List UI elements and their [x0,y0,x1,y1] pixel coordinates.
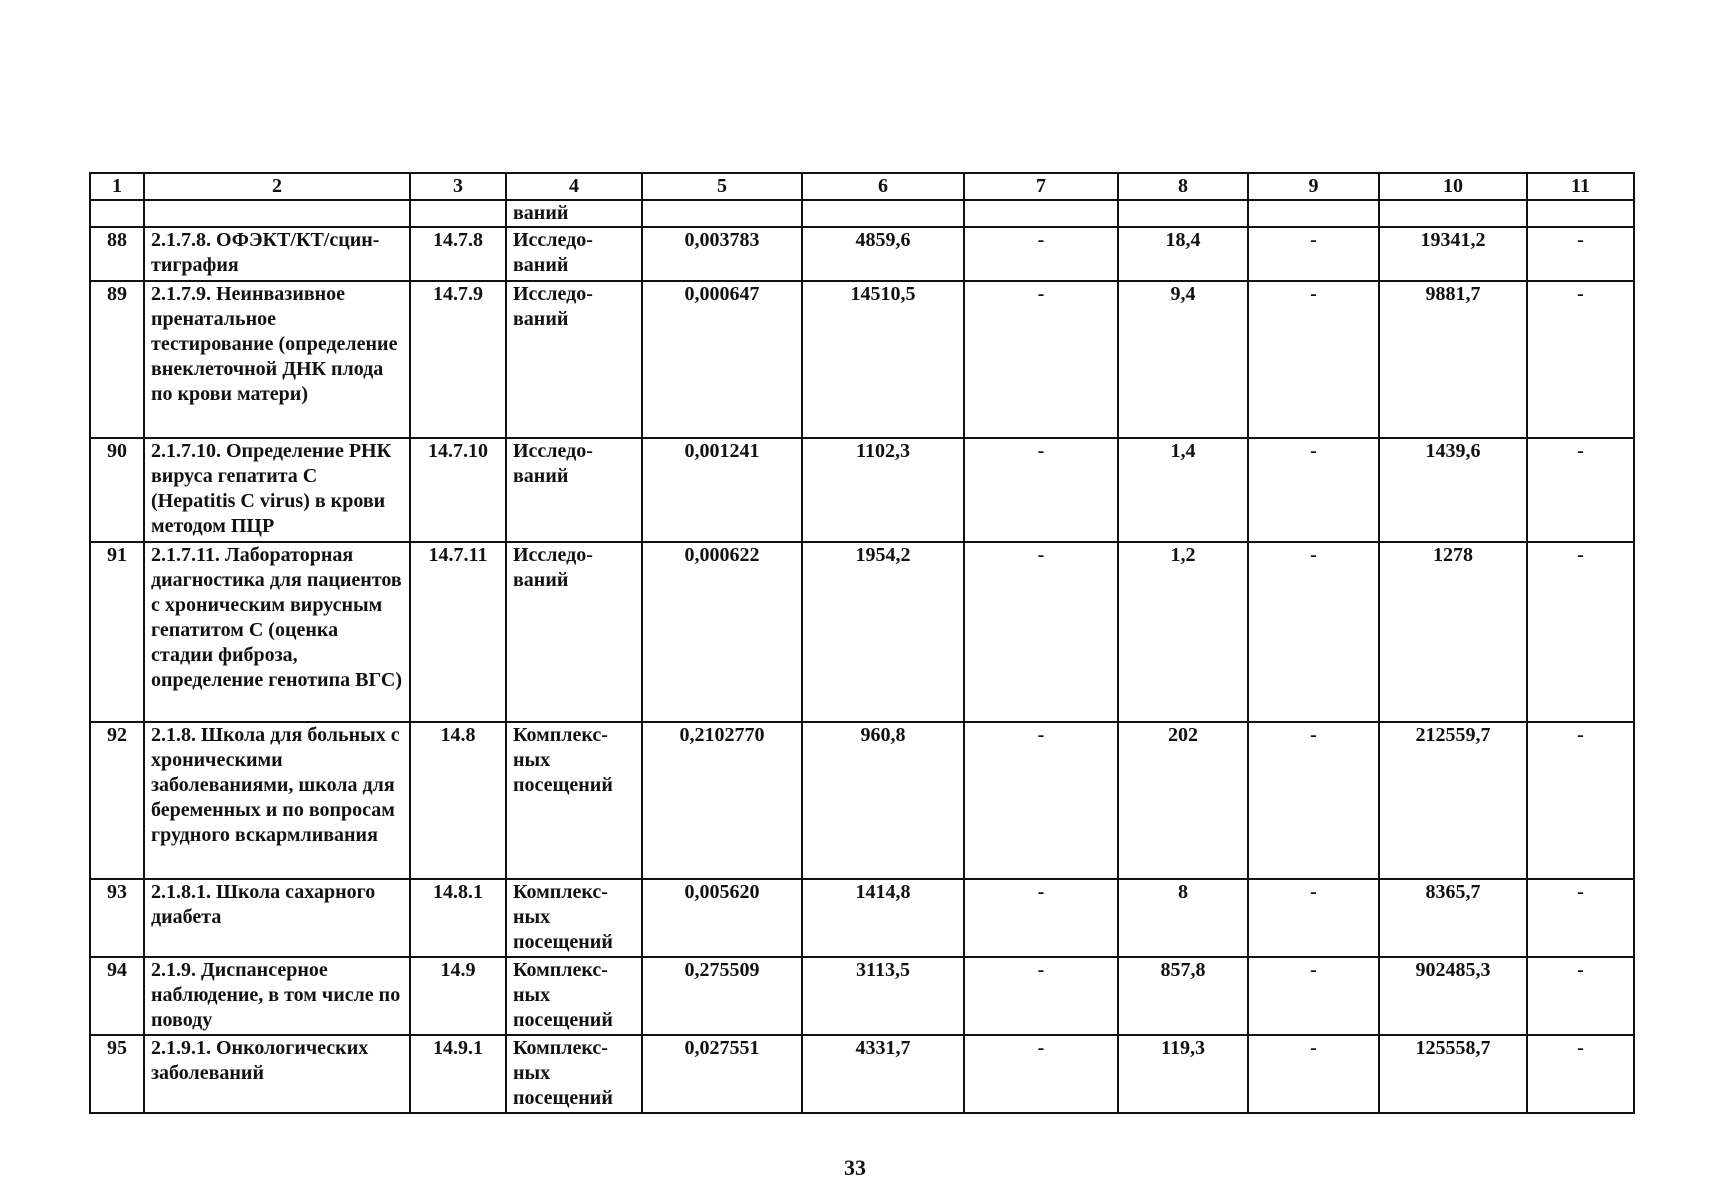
value-cell: - [964,1035,1118,1113]
value-cell: 125558,7 [1379,1035,1527,1113]
code-cell: 14.7.8 [410,227,506,281]
row-number-cell: 89 [90,281,144,438]
header-cell: 3 [410,173,506,200]
value-cell: 1439,6 [1379,438,1527,542]
code-cell: 14.8.1 [410,879,506,957]
value-cell: 3113,5 [802,957,964,1035]
code-cell: 14.8 [410,722,506,879]
value-cell: - [1248,957,1379,1035]
value-cell: - [964,438,1118,542]
value-cell: 202 [1118,722,1248,879]
table-row [90,722,1634,879]
table-cell: ваний [506,200,642,227]
name-cell: 2.1.8.1. Школа сахарного диабета [144,879,410,957]
value-cell: 1102,3 [802,438,964,542]
name-cell: 2.1.7.10. Определение РНК вируса гепатита С (Hepatitis С virus) в крови методом ПЦР [144,438,410,542]
value-cell: 14510,5 [802,281,964,438]
unit-cell: Комплекс-ных посещений [506,1035,642,1113]
value-cell: - [1527,1035,1634,1113]
value-cell: 0,005620 [642,879,802,957]
value-cell: - [964,227,1118,281]
value-cell: - [1248,1035,1379,1113]
table-cell [1379,200,1527,227]
value-cell: 1,4 [1118,438,1248,542]
header-cell: 9 [1248,173,1379,200]
table-cell [802,200,964,227]
table-cell [1527,200,1634,227]
table-cell [144,200,410,227]
code-cell: 14.7.9 [410,281,506,438]
code-cell: 14.7.10 [410,438,506,542]
value-cell: - [964,957,1118,1035]
unit-cell: Исследо-ваний [506,227,642,281]
name-cell: 2.1.7.11. Лабораторная диагностика для пациентов с хроническим вирусным гепатитом С (оценка стадии фиброза, определение генотипа ВГС) [144,542,410,722]
value-cell: - [1527,227,1634,281]
value-cell: 902485,3 [1379,957,1527,1035]
table-row [90,1035,1634,1113]
row-number-cell: 95 [90,1035,144,1113]
header-cell: 6 [802,173,964,200]
header-cell: 2 [144,173,410,200]
row-number-cell: 90 [90,438,144,542]
table-cell [642,200,802,227]
unit-cell: Исследо-ваний [506,542,642,722]
value-cell: - [1527,281,1634,438]
table-cell [1248,200,1379,227]
value-cell: 857,8 [1118,957,1248,1035]
value-cell: - [1248,879,1379,957]
header-cell: 4 [506,173,642,200]
table-row [90,438,1634,542]
value-cell: 0,000647 [642,281,802,438]
code-cell: 14.7.11 [410,542,506,722]
value-cell: 18,4 [1118,227,1248,281]
code-cell: 14.9.1 [410,1035,506,1113]
value-cell: 4331,7 [802,1035,964,1113]
value-cell: - [1527,722,1634,879]
value-cell: 212559,7 [1379,722,1527,879]
table-row [90,542,1634,722]
value-cell: - [1248,227,1379,281]
value-cell: 0,001241 [642,438,802,542]
column-number-row [90,173,1634,200]
unit-cell: Комплекс-ных посещений [506,722,642,879]
value-cell: 8365,7 [1379,879,1527,957]
value-cell: 0,027551 [642,1035,802,1113]
value-cell: - [1527,438,1634,542]
table-row [90,957,1634,1035]
value-cell: - [1527,957,1634,1035]
data-table [89,172,1635,1114]
row-number-cell: 91 [90,542,144,722]
value-cell: - [1527,542,1634,722]
code-cell: 14.9 [410,957,506,1035]
value-cell: 9881,7 [1379,281,1527,438]
value-cell: 1414,8 [802,879,964,957]
value-cell: - [964,542,1118,722]
table-cell [964,200,1118,227]
name-cell: 2.1.7.8. ОФЭКТ/КТ/сцин-тиграфия [144,227,410,281]
unit-cell: Комплекс-ных посещений [506,879,642,957]
row-number-cell: 93 [90,879,144,957]
page-number: 33 [844,1155,866,1180]
value-cell: 19341,2 [1379,227,1527,281]
header-cell: 1 [90,173,144,200]
unit-cell: Комплекс-ных посещений [506,957,642,1035]
unit-cell: Исследо-ваний [506,438,642,542]
value-cell: - [1248,722,1379,879]
continuation-row [90,200,1634,227]
value-cell: - [964,722,1118,879]
table-row [90,879,1634,957]
header-cell: 5 [642,173,802,200]
value-cell: 0,2102770 [642,722,802,879]
value-cell: 0,275509 [642,957,802,1035]
value-cell: - [1527,879,1634,957]
value-cell: - [1248,281,1379,438]
name-cell: 2.1.8. Школа для больных с хроническими заболеваниями, школа для беременных и по вопросам грудного вскармливания [144,722,410,879]
table-cell [410,200,506,227]
value-cell: - [1248,438,1379,542]
value-cell: 8 [1118,879,1248,957]
name-cell: 2.1.7.9. Неинвазивное пренатальное тестирование (определение внеклеточной ДНК плода по крови матери) [144,281,410,438]
unit-cell: Исследо-ваний [506,281,642,438]
table-cell [1118,200,1248,227]
value-cell: 1,2 [1118,542,1248,722]
value-cell: 1954,2 [802,542,964,722]
value-cell: 0,000622 [642,542,802,722]
table-cell [90,200,144,227]
table-row [90,281,1634,438]
value-cell: - [1248,542,1379,722]
value-cell: 119,3 [1118,1035,1248,1113]
value-cell: - [964,879,1118,957]
header-cell: 8 [1118,173,1248,200]
name-cell: 2.1.9. Диспансерное наблюдение, в том числе по поводу [144,957,410,1035]
header-cell: 10 [1379,173,1527,200]
header-cell: 11 [1527,173,1634,200]
row-number-cell: 92 [90,722,144,879]
value-cell: 4859,6 [802,227,964,281]
table-row [90,227,1634,281]
header-cell: 7 [964,173,1118,200]
name-cell: 2.1.9.1. Онкологических заболеваний [144,1035,410,1113]
row-number-cell: 88 [90,227,144,281]
row-number-cell: 94 [90,957,144,1035]
value-cell: - [964,281,1118,438]
value-cell: 9,4 [1118,281,1248,438]
value-cell: 1278 [1379,542,1527,722]
value-cell: 0,003783 [642,227,802,281]
value-cell: 960,8 [802,722,964,879]
